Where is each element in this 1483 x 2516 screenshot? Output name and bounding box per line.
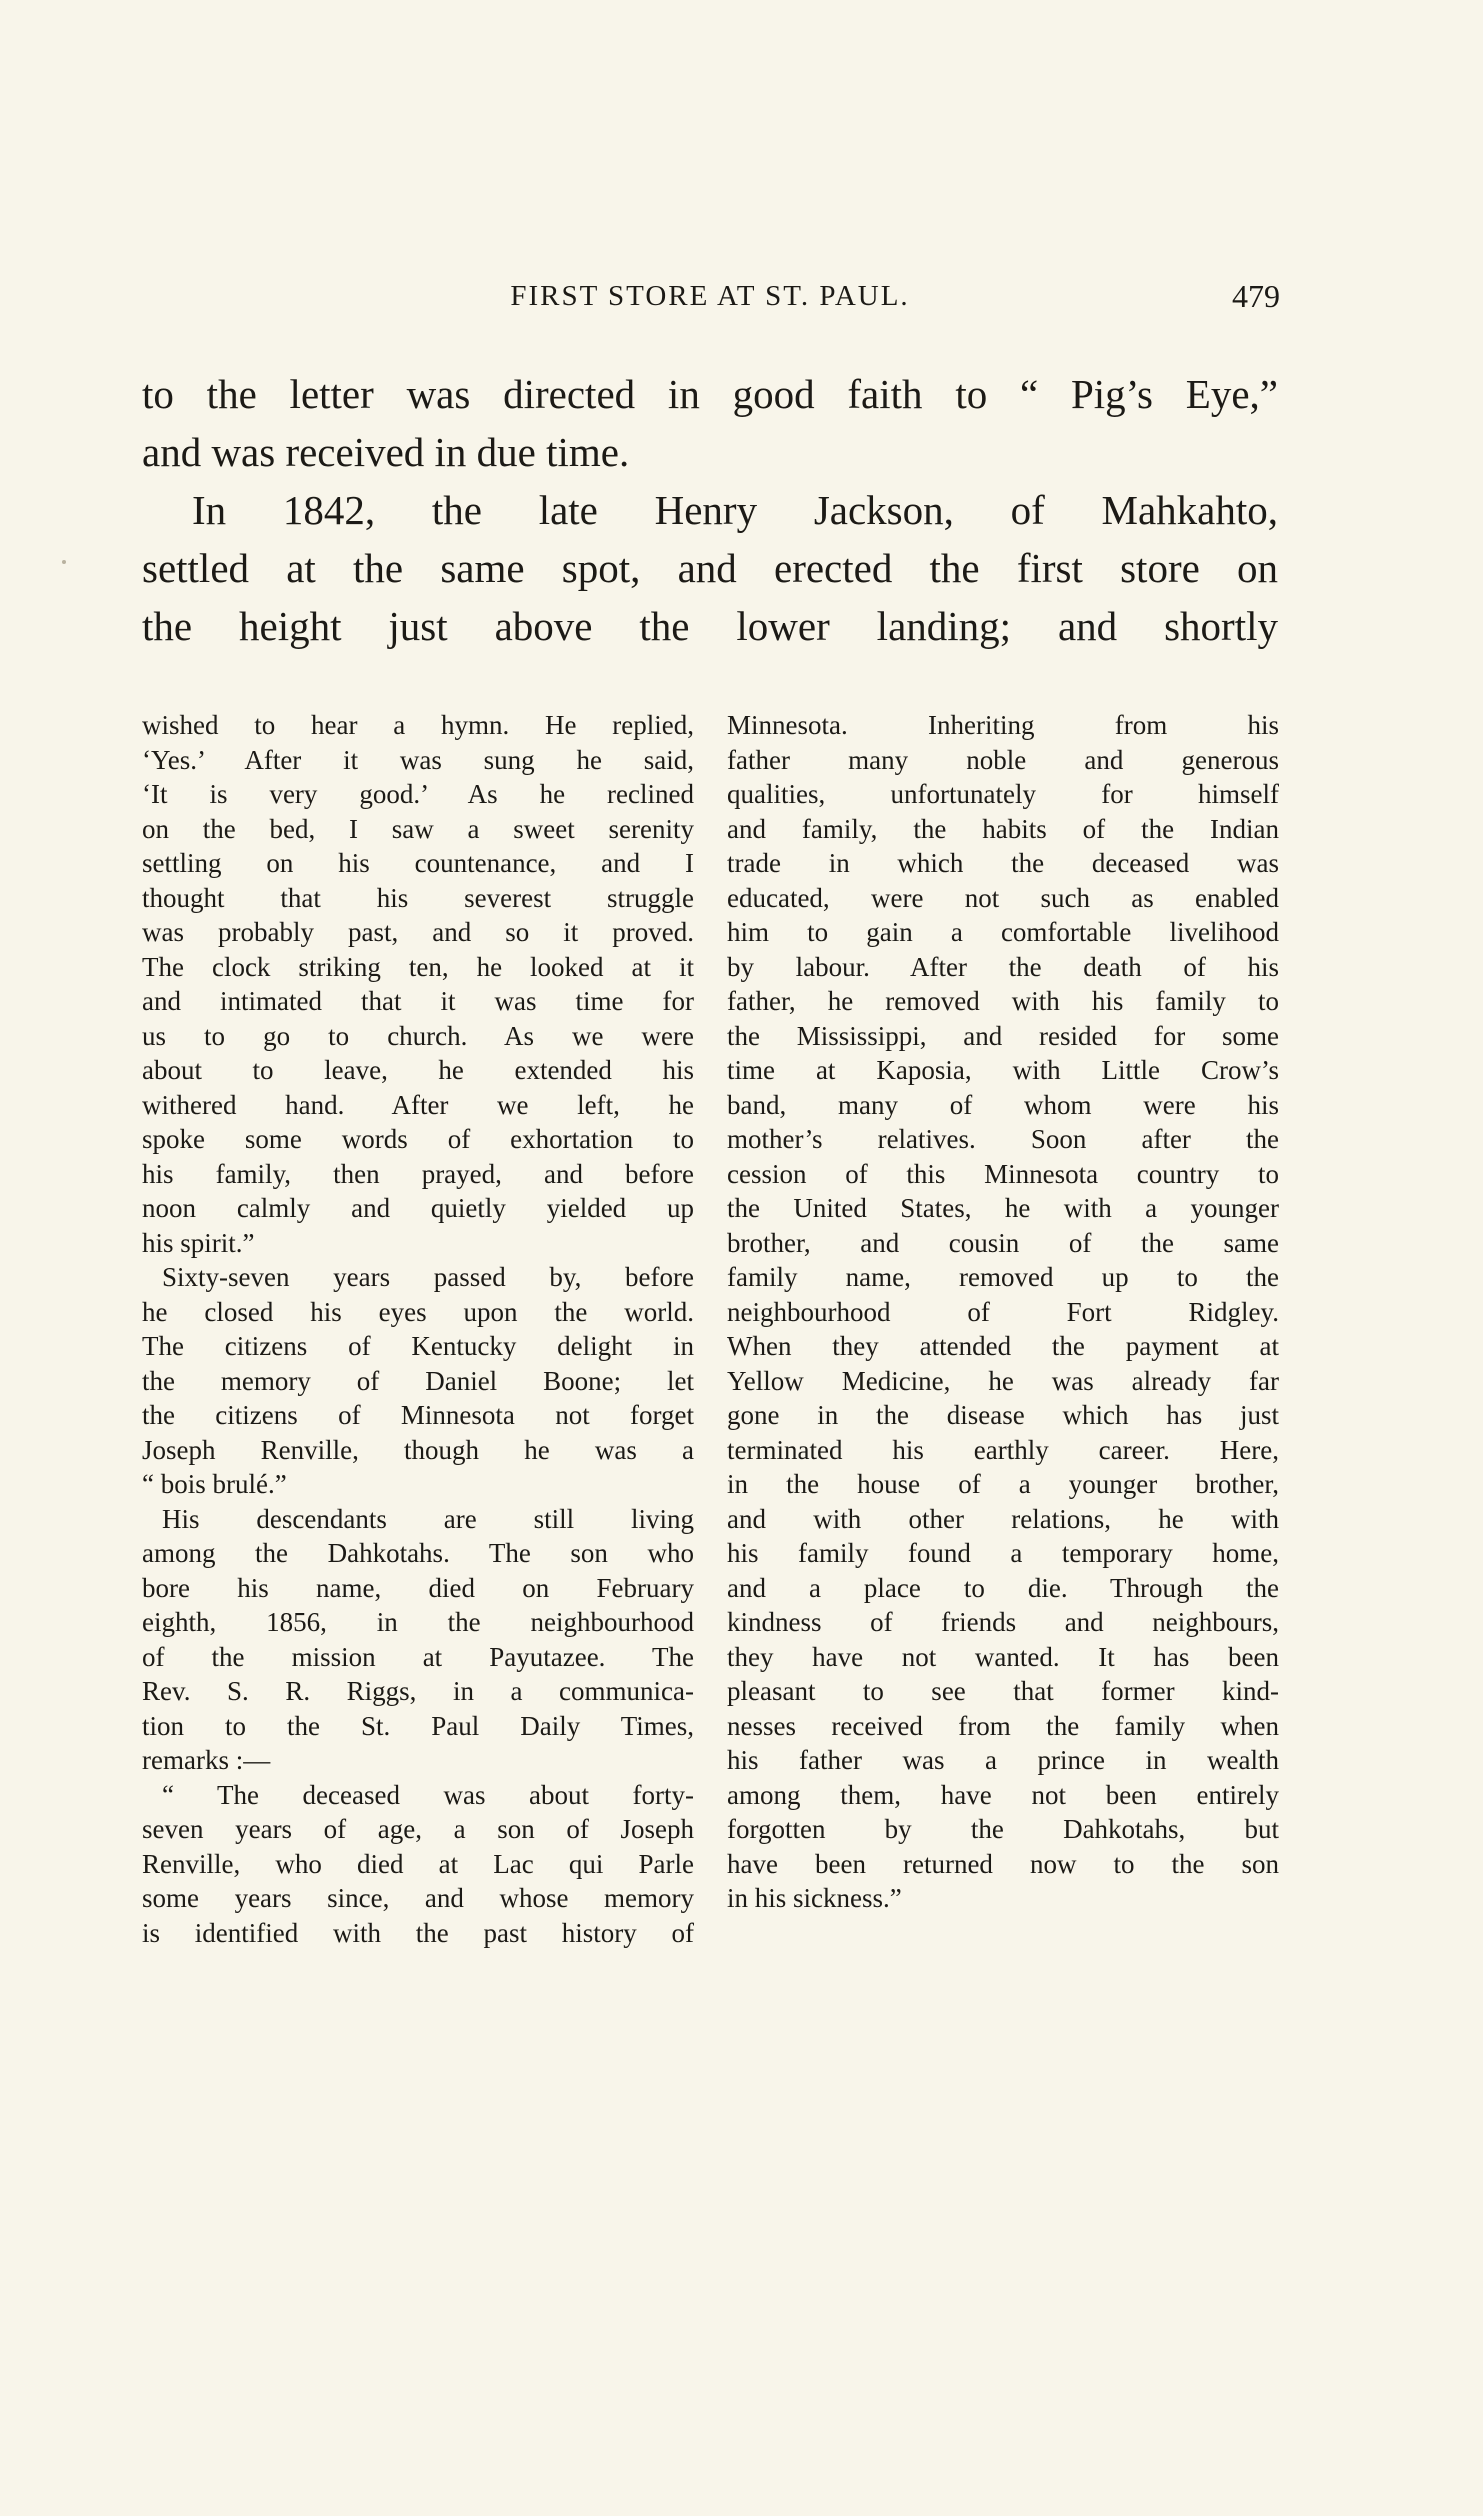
footnote-line: wished to hear a hymn. He replied, — [142, 710, 694, 740]
footnote-line: Sixty-seven years passed by, before — [162, 1262, 694, 1292]
footnote-line: some years since, and whose memory — [142, 1883, 694, 1913]
footnote-line: by labour. After the death of his — [727, 951, 1279, 982]
footnote-line: settling on his countenance, and I — [142, 848, 694, 878]
footnote-line: the Mississippi, and resided for some — [727, 1020, 1279, 1051]
footnote-line: Rev. S. R. Riggs, in a communica- — [142, 1676, 694, 1706]
footnote-line: and family, the habits of the Indian — [727, 813, 1279, 844]
running-head-title: FIRST STORE AT ST. PAUL. — [510, 280, 910, 312]
footnote-line: his family found a temporary home, — [727, 1538, 1279, 1568]
footnote-line: was probably past, and so it proved. — [142, 917, 694, 947]
footnote-line: among them, have not been entirely — [727, 1779, 1279, 1810]
footnote-line: is identified with the past history of — [142, 1917, 694, 1948]
footnote-line: the citizens of Minnesota not forget — [142, 1400, 694, 1430]
footnote-line: withered hand. After we left, he — [142, 1089, 694, 1120]
main-text-line: and was received in due time. — [142, 429, 630, 475]
footnote-line: among the Dahkotahs. The son who — [142, 1538, 694, 1568]
footnote-line: The clock striking ten, he looked at it — [142, 951, 694, 982]
footnote-line: the memory of Daniel Boone; let — [142, 1365, 694, 1396]
footnote-line: thought that his severest struggle — [142, 882, 694, 913]
footnote-line: brother, and cousin of the same — [727, 1227, 1279, 1258]
footnote-line: educated, were not such as enabled — [727, 882, 1279, 913]
footnote-line: in his sickness.” — [727, 1883, 902, 1913]
footnote-line: ‘It is very good.’ As he reclined — [142, 779, 694, 809]
main-text-line: the height just above the lower landing; and shortly — [142, 603, 1278, 649]
footnote-line: Renville, who died at Lac qui Parle — [142, 1848, 694, 1879]
footnote-line: and a place to die. Through the — [727, 1572, 1279, 1603]
paper-speck — [62, 560, 66, 564]
footnote-line: his family, then prayed, and before — [142, 1158, 694, 1189]
footnote-line: his spirit.” — [142, 1227, 255, 1258]
footnote-line: they have not wanted. It has been — [727, 1641, 1279, 1672]
footnote-line: mother’s relatives. Soon after the — [727, 1124, 1279, 1154]
footnote-line: tion to the St. Paul Daily Times, — [142, 1710, 694, 1741]
footnote-line: the United States, he with a younger — [727, 1193, 1279, 1223]
footnote-line: father many noble and generous — [727, 744, 1279, 775]
main-text-line: to the letter was directed in good faith to “ Pig’s Eye,” — [142, 371, 1278, 417]
running-head — [140, 280, 1280, 320]
footnote-line: spoke some words of exhortation to — [142, 1124, 694, 1154]
footnote-line: time at Kaposia, with Little Crow’s — [727, 1055, 1279, 1085]
footnote-line: us to go to church. As we were — [142, 1020, 694, 1051]
footnote-column-left — [142, 708, 694, 1950]
footnote-line: band, many of whom were his — [727, 1089, 1279, 1120]
footnote-line: gone in the disease which has just — [727, 1400, 1279, 1430]
footnote-line: “ The deceased was about forty- — [162, 1779, 694, 1810]
footnote-line: eighth, 1856, in the neighbourhood — [142, 1607, 694, 1637]
footnote-line: him to gain a comfortable livelihood — [727, 917, 1279, 947]
footnote-line: and with other relations, he with — [727, 1503, 1279, 1534]
footnote-line: The citizens of Kentucky delight in — [142, 1331, 694, 1361]
footnote-line: His descendants are still living — [162, 1503, 694, 1534]
footnote-column-right — [727, 708, 1279, 1916]
footnote-line: bore his name, died on February — [142, 1572, 694, 1603]
footnote-line: father, he removed with his family to — [727, 986, 1279, 1016]
footnote-line: “ bois brulé.” — [142, 1469, 287, 1499]
footnote-line: his father was a prince in wealth — [727, 1745, 1279, 1775]
footnote-line: nesses received from the family when — [727, 1710, 1279, 1741]
footnote-line: Joseph Renville, though he was a — [142, 1434, 694, 1465]
footnote-line: noon calmly and quietly yielded up — [142, 1193, 694, 1223]
main-text-line: In 1842, the late Henry Jackson, of Mahkahto, — [192, 487, 1278, 533]
page-number: 479 — [1232, 278, 1280, 314]
footnote-line: Yellow Medicine, he was already far — [727, 1365, 1279, 1396]
footnote-line: When they attended the payment at — [727, 1331, 1279, 1361]
main-text-line: settled at the same spot, and erected the first store on — [142, 545, 1278, 591]
footnote-line: Minnesota. Inheriting from his — [727, 710, 1279, 740]
footnote-line: ‘Yes.’ After it was sung he said, — [142, 744, 694, 775]
main-text — [142, 365, 1278, 655]
footnote-line: neighbourhood of Fort Ridgley. — [727, 1296, 1279, 1327]
footnote-line: qualities, unfortunately for himself — [727, 779, 1279, 809]
footnote-line: cession of this Minnesota country to — [727, 1158, 1279, 1189]
footnote-line: family name, removed up to the — [727, 1262, 1279, 1292]
footnote-line: about to leave, he extended his — [142, 1055, 694, 1085]
footnote-line: terminated his earthly career. Here, — [727, 1434, 1279, 1465]
footnote-line: forgotten by the Dahkotahs, but — [727, 1814, 1279, 1844]
footnote-line: have been returned now to the son — [727, 1848, 1279, 1879]
footnote-line: and intimated that it was time for — [142, 986, 694, 1016]
footnote-line: of the mission at Payutazee. The — [142, 1641, 694, 1672]
footnote-line: pleasant to see that former kind- — [727, 1676, 1279, 1706]
footnote-line: remarks :— — [142, 1745, 271, 1775]
footnote-line: seven years of age, a son of Joseph — [142, 1814, 694, 1844]
footnote-line: in the house of a younger brother, — [727, 1469, 1279, 1499]
footnote-line: kindness of friends and neighbours, — [727, 1607, 1279, 1637]
footnote-line: trade in which the deceased was — [727, 848, 1279, 878]
footnote-line: on the bed, I saw a sweet serenity — [142, 813, 694, 844]
footnote-line: he closed his eyes upon the world. — [142, 1296, 694, 1327]
